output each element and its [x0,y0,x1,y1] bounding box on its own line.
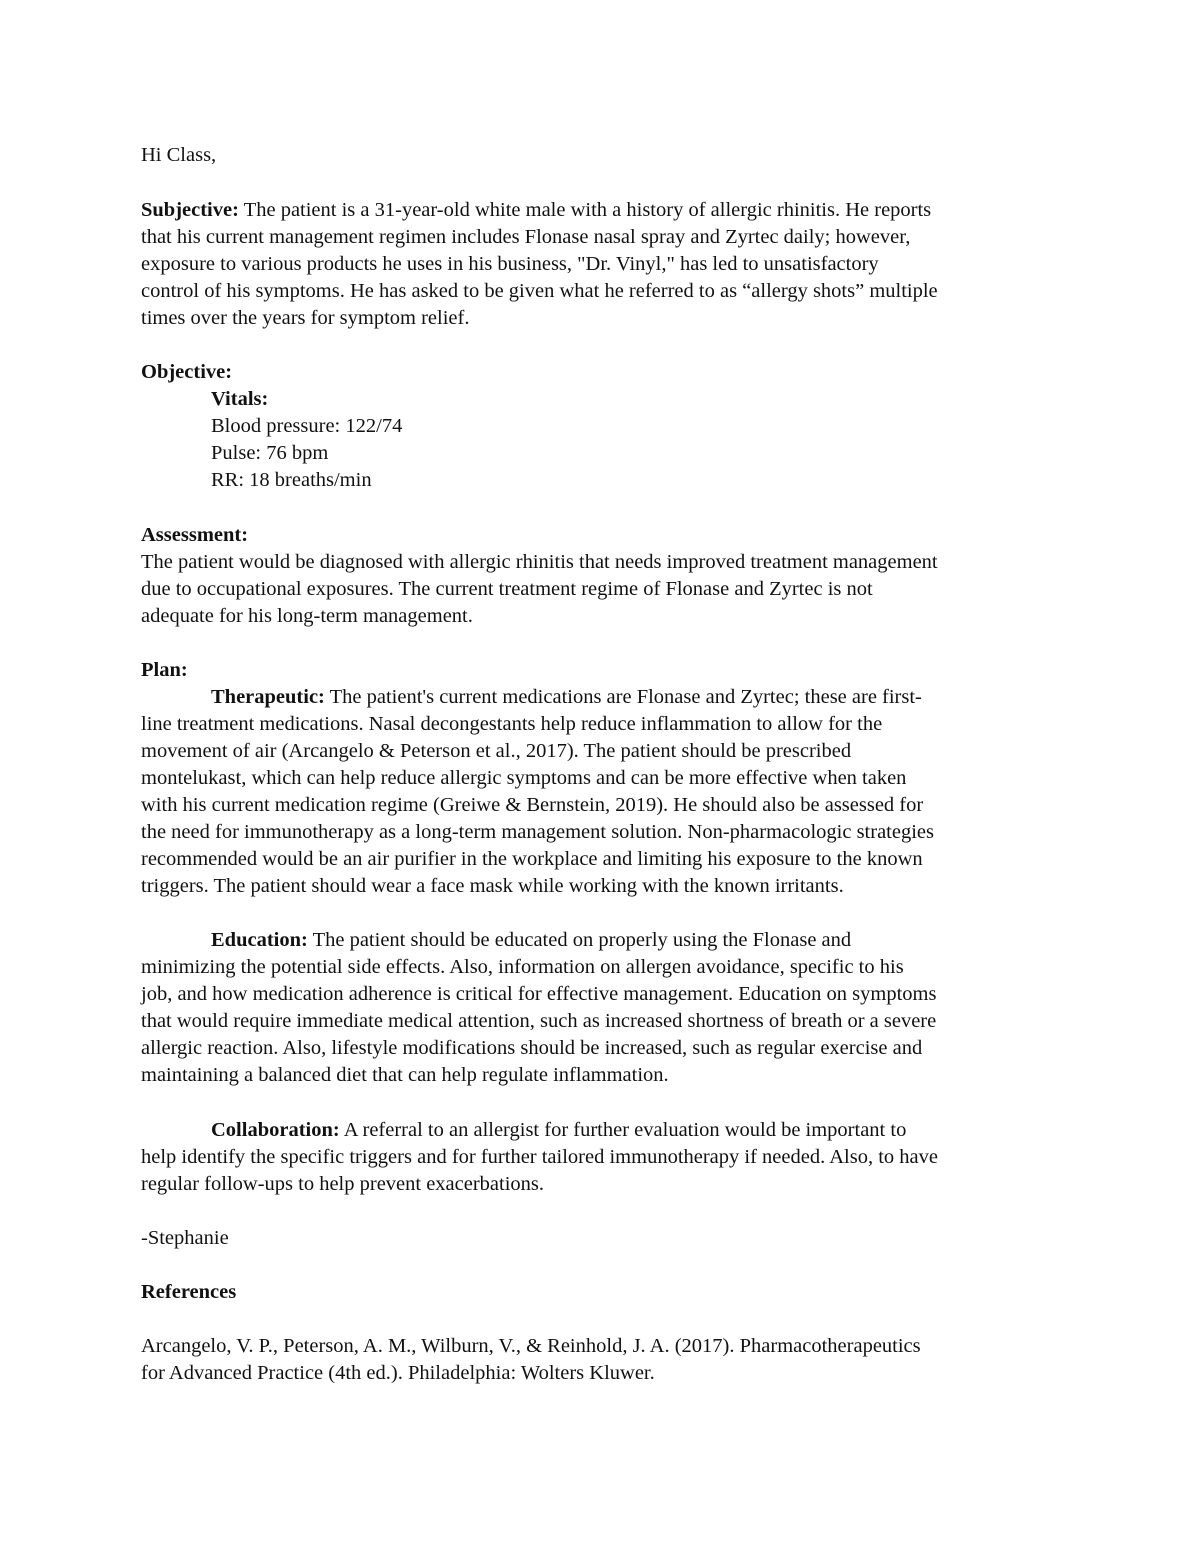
objective-heading: Objective: [141,361,233,383]
vitals-heading-line [211,386,268,413]
therapeutic-line-3: movement of air (Arcangelo & Peterson et al., 2017). The patient should be prescribed [141,740,852,762]
education-text: The patient should be educated on properly using the Flonase and [307,929,852,951]
assessment-line-2: due to occupational exposures. The current treatment regime of Flonase and Zyrtec is not [141,578,873,600]
subjective-line-3: exposure to various products he uses in his business, "Dr. Vinyl," has led to unsatisfactory [141,253,879,275]
education-line-5: allergic reaction. Also, lifestyle modifications should be increased, such as regular exercise and [141,1037,923,1059]
subjective-line-1 [141,197,931,224]
subjective-heading: Subjective: [141,199,239,221]
therapeutic-line-2: line treatment medications. Nasal decongestants help reduce inflammation to allow for the [141,713,883,735]
education-line-2: minimizing the potential side effects. Also, information on allergen avoidance, specific to his [141,956,904,978]
education-line-6: maintaining a balanced diet that can help regulate inflammation. [141,1064,669,1086]
reference-line-2: for Advanced Practice (4th ed.). Philadelphia: Wolters Kluwer. [141,1362,655,1384]
vital-rr: RR: 18 breaths/min [211,469,372,491]
vital-pulse: Pulse: 76 bpm [211,442,329,464]
therapeutic-line-6: the need for immunotherapy as a long-term management solution. Non-pharmacologic strategies [141,821,934,843]
references-heading: References [141,1281,237,1303]
subjective-text: The patient is a 31-year-old white male with a history of allergic rhinitis. He reports [238,199,932,221]
greeting: Hi Class, [141,144,217,166]
objective-heading-line [141,359,232,386]
assessment-heading-line [141,522,248,549]
education-heading: Education: [211,929,308,951]
assessment-heading: Assessment: [141,524,249,546]
reference-line-1: Arcangelo, V. P., Peterson, A. M., Wilburn, V., & Reinhold, J. A. (2017). Pharmacotherapeutics [141,1335,921,1357]
therapeutic-line-8: triggers. The patient should wear a face mask while working with the known irritants. [141,875,844,897]
vitals-heading: Vitals: [211,388,269,410]
education-line-4: that would require immediate medical attention, such as increased shortness of breath or a severe [141,1010,937,1032]
assessment-line-1: The patient would be diagnosed with allergic rhinitis that needs improved treatment management [141,551,938,573]
education-line-3: job, and how medication adherence is critical for effective management. Education on symptoms [141,983,937,1005]
therapeutic-line-5: with his current medication regime (Greiwe & Bernstein, 2019). He should also be assessed for [141,794,924,816]
subjective-line-4: control of his symptoms. He has asked to be given what he referred to as “allergy shots” multiple [141,280,938,302]
therapeutic-text: The patient's current medications are Flonase and Zyrtec; these are first- [324,686,922,708]
collaboration-heading: Collaboration: [211,1119,340,1141]
collaboration-line-2: help identify the specific triggers and for further tailored immunotherapy if needed. Also, to have [141,1146,938,1168]
plan-heading: Plan: [141,659,188,681]
subjective-line-2: that his current management regimen includes Flonase nasal spray and Zyrtec daily; however, [141,226,911,248]
therapeutic-heading: Therapeutic: [211,686,325,708]
collaboration-text: A referral to an allergist for further evaluation would be important to [339,1119,907,1141]
plan-heading-line [141,657,188,684]
education-line-1 [211,927,851,954]
therapeutic-line-7: recommended would be an air purifier in the workplace and limiting his exposure to the known [141,848,923,870]
collaboration-line-1 [211,1117,906,1144]
collaboration-line-3: regular follow-ups to help prevent exacerbations. [141,1173,545,1195]
therapeutic-line-1 [211,684,922,711]
therapeutic-line-4: montelukast, which can help reduce allergic symptoms and can be more effective when taken [141,767,907,789]
signature: -Stephanie [141,1227,229,1249]
assessment-line-3: adequate for his long-term management. [141,605,473,627]
vital-blood-pressure: Blood pressure: 122/74 [211,415,403,437]
references-heading-line [141,1279,236,1306]
subjective-line-5: times over the years for symptom relief. [141,307,470,329]
